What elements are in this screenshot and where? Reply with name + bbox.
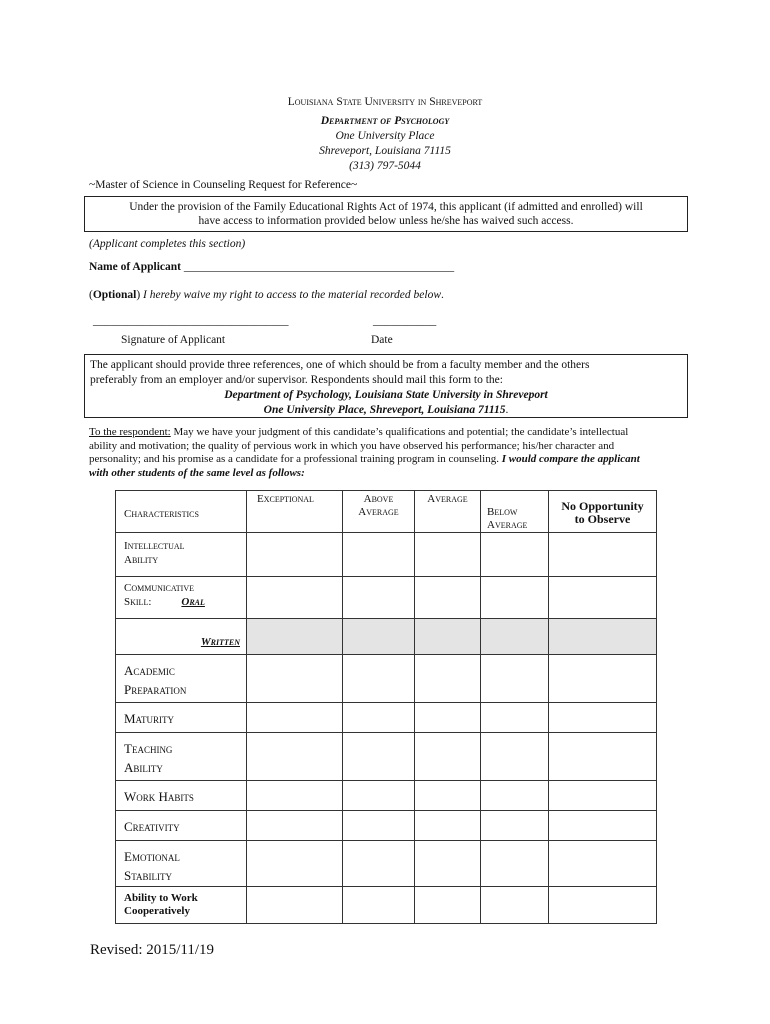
rating-cell[interactable] [343,533,415,577]
rating-cell[interactable] [549,655,657,703]
rating-cell[interactable] [343,781,415,811]
address-line-1: One University Place [335,130,435,142]
rating-cell[interactable] [343,577,415,619]
respondent-paragraph [89,426,640,480]
header-no-opportunity-line-1: No Opportunity [561,499,644,513]
table-row [116,887,657,924]
row-label-line: Cooperatively [124,905,190,917]
table-row [116,733,657,781]
row-label-maturity [116,703,247,733]
table-row [116,703,657,733]
rating-cell[interactable] [415,887,481,924]
privacy-notice-line-2: have access to information provided below unless he/she has waived such access. [198,215,574,227]
respondent-line-2: ability and motivation; the quality of pervious work in which you have observed his performance; his/her character and [89,439,615,452]
row-label-teaching-ability [116,733,247,781]
rating-cell[interactable] [415,533,481,577]
respondent-line-1 [89,426,640,440]
table-row [116,577,657,619]
rating-cell[interactable] [247,577,343,619]
table-header-row [116,491,657,533]
signature-line[interactable]: __________________________________ [93,315,289,327]
mailing-department: Department of Psychology, Louisiana State University in Shreveport [224,389,548,401]
header-average-label: Average [427,493,468,505]
rating-cell[interactable] [247,619,343,655]
rating-cell[interactable] [549,841,657,887]
rating-cell[interactable] [549,781,657,811]
rating-cell[interactable] [481,619,549,655]
instructions-line-1: The applicant should provide three references, one of which should be from a faculty member and the others [90,359,590,371]
header-exceptional-label: Exceptional [257,493,314,505]
rating-cell[interactable] [481,577,549,619]
mailing-address: One University Place, Shreveport, Louisiana 71115 [263,404,506,416]
header-above-average [343,491,415,533]
header-below-average [481,491,549,533]
comparison-statement: I would compare the applicant [501,453,640,465]
rating-cell[interactable] [415,703,481,733]
rating-cell[interactable] [247,841,343,887]
form-title: ~Master of Science in Counseling Request for Reference~ [89,179,358,191]
waiver-row [89,288,444,302]
applicant-name-row [89,260,454,274]
table-row [116,811,657,841]
revision-date: Revised: 2015/11/19 [90,942,215,958]
header-above-average-line-1: Above [363,493,394,505]
rating-cell[interactable] [247,781,343,811]
respondent-line-3 [89,453,640,467]
rating-cell[interactable] [415,619,481,655]
rating-cell[interactable] [481,841,549,887]
university-name: Louisiana State University in Shreveport [287,96,483,108]
rating-cell[interactable] [247,703,343,733]
row-label-line: Communicative [124,582,195,594]
written-label: Written [200,636,240,648]
header-characteristics [116,491,247,533]
optional-label: Optional [92,289,137,301]
mailing-address-period: . [505,404,509,416]
row-label-work-cooperatively [116,887,247,924]
instructions-line-2: preferably from an employer and/or supervisor. Respondents should mail this form to the: [90,374,503,386]
row-label-line: Emotional [124,849,180,864]
row-label-intellectual-ability [116,533,247,577]
department-name: Department of Psychology [320,115,450,127]
row-label-written-skill [116,619,247,655]
rating-cell[interactable] [247,533,343,577]
rating-cell[interactable] [549,533,657,577]
rating-cell[interactable] [549,733,657,781]
table-row [116,533,657,577]
rating-cell[interactable] [549,577,657,619]
header-no-opportunity [549,491,657,533]
row-label-line: Ability [124,760,163,775]
rating-cell[interactable] [481,703,549,733]
rating-cell[interactable] [481,533,549,577]
rating-cell[interactable] [481,811,549,841]
waiver-period: . [441,289,444,301]
header-exceptional [247,491,343,533]
respondent-line-4: with other students of the same level as follows: [89,466,305,479]
rating-cell[interactable] [343,703,415,733]
waiver-text: I hereby waive my right to access to the material recorded below [143,289,441,301]
row-label-emotional-stability [116,841,247,887]
oral-label: Oral [181,596,205,608]
rating-cell[interactable] [343,811,415,841]
row-label-oral-skill [116,577,247,619]
row-label-academic-preparation [116,655,247,703]
applicant-name-label: Name of Applicant [89,261,181,273]
rating-cell[interactable] [247,733,343,781]
rating-cell[interactable] [343,887,415,924]
skill-label: Skill: [124,596,152,608]
row-label-line [124,595,246,609]
rating-cell[interactable] [343,733,415,781]
evaluation-table [115,490,657,924]
signature-label: Signature of Applicant [121,334,226,346]
rating-cell[interactable] [343,841,415,887]
row-label-line: Ability [124,554,159,566]
optional-close-paren: ) [136,289,141,301]
row-label-line: Teaching [124,741,173,756]
table-row [116,619,657,655]
rating-cell[interactable] [415,811,481,841]
rating-cell[interactable] [549,703,657,733]
rating-cell[interactable] [481,887,549,924]
rating-cell[interactable] [247,655,343,703]
phone-number: (313) 797-5044 [349,160,421,172]
rating-cell[interactable] [343,655,415,703]
rating-cell[interactable] [415,841,481,887]
rating-cell[interactable] [343,619,415,655]
rating-cell[interactable] [549,887,657,924]
rating-cell[interactable] [549,619,657,655]
rating-cell[interactable] [415,733,481,781]
rating-cell[interactable] [549,811,657,841]
header-average [415,491,481,533]
header-below-average-line-2: Average [487,519,528,531]
row-label-work-habits [116,781,247,811]
row-label-line: Academic [124,663,175,678]
header-characteristics-label: Characteristics [124,508,199,520]
applicant-name-field[interactable]: _______________________________________________ [183,261,455,273]
respondent-line-3-text: personality; and his promise as a candidate for a professional training program in counseling. [89,453,502,465]
respondent-line-1-text: May we have your judgment of this candidate’s qualifications and potential; the candidate’s intellectual [170,426,629,438]
instructions-box [84,354,688,418]
table-row [116,781,657,811]
header-no-opportunity-line-2: to Observe [574,512,631,526]
row-label-line: Intellectual [124,540,185,552]
header-below-average-line-1: Below [487,506,518,518]
table-row [116,841,657,887]
date-label: Date [371,334,393,346]
applicant-note: (Applicant completes this section) [89,238,246,250]
row-label-line: Preparation [124,682,187,697]
rating-cell[interactable] [247,887,343,924]
row-label-line: Stability [124,868,172,883]
row-label-line: Ability to Work [124,892,198,904]
privacy-notice-box [84,196,688,232]
optional-open-paren: ( [89,289,93,301]
row-label-line: Creativity [124,819,180,834]
row-label-creativity [116,811,247,841]
mailing-address-row [85,403,687,417]
rating-cell[interactable] [415,781,481,811]
rating-cell[interactable] [481,781,549,811]
rating-cell[interactable] [247,811,343,841]
privacy-notice-line-1: Under the provision of the Family Educational Rights Act of 1974, this applicant (if admitted and enrolled) will [129,201,643,213]
rating-cell[interactable] [481,733,549,781]
respondent-label: To the respondent: [89,426,171,438]
rating-cell[interactable] [415,577,481,619]
address-line-2: Shreveport, Louisiana 71115 [319,145,451,157]
date-line[interactable]: ___________ [373,315,437,327]
row-label-line: Work Habits [124,789,194,804]
rating-cell[interactable] [481,655,549,703]
rating-cell[interactable] [415,655,481,703]
table-row [116,655,657,703]
row-label-line: Maturity [124,711,175,726]
header-above-average-line-2: Average [358,506,399,518]
